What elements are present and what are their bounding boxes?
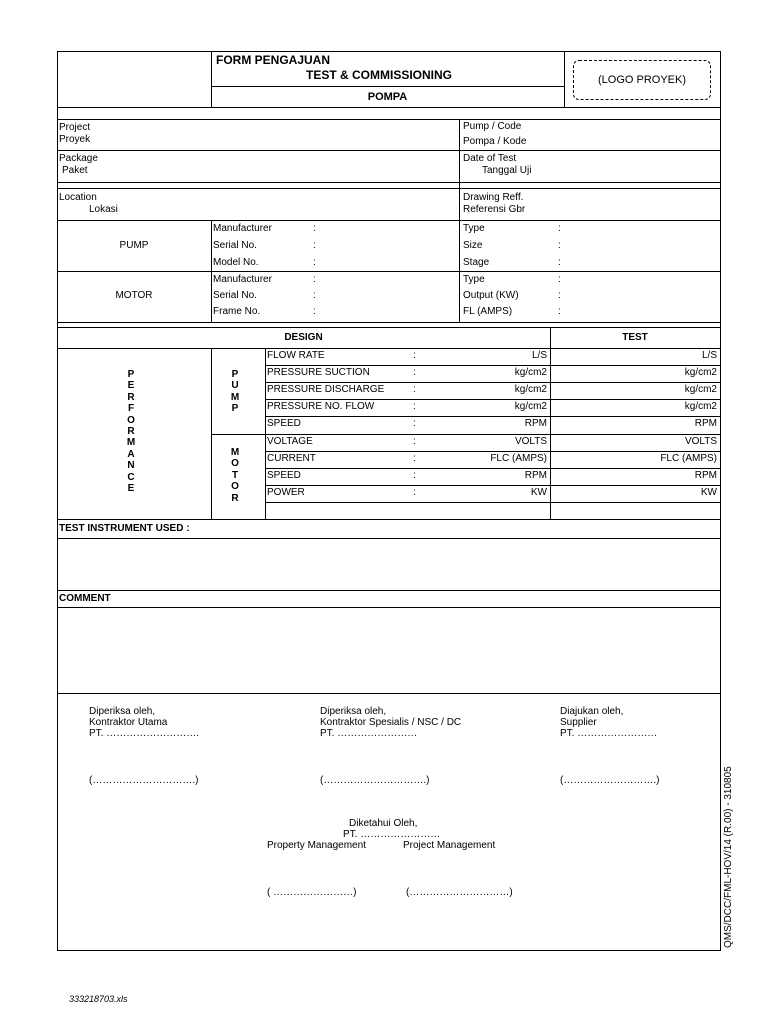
row-divider [265,365,720,366]
colon: : [313,306,316,317]
known-project-mgmt: Project Management [403,840,496,851]
colon: : [313,257,316,268]
sig2-line3: PT. …………………… [320,728,418,739]
pump-vertical-label: P U M P [230,369,240,415]
perf-test-unit: RPM [694,418,717,430]
sig1-signature: (………………………….) [89,775,199,786]
sig1-line2: Kontraktor Utama [89,717,168,728]
label-pompa-kode: Pompa / Kode [463,136,527,147]
colon: : [413,350,416,361]
perf-design-unit: L/S [531,350,547,361]
pump-section-label: PUMP [119,240,149,251]
test-instrument-label: TEST INSTRUMENT USED : [59,523,190,534]
perf-design-unit: RPM [524,418,547,430]
row-divider [265,399,720,400]
row-divider [265,468,720,469]
form-title-line2: TEST & COMMISSIONING [306,68,453,82]
pump-field-size: Size [463,240,483,251]
known-line2: PT. …………………… [343,829,441,840]
divider [211,434,265,435]
colon: : [313,223,316,234]
divider [57,220,720,221]
colon: : [413,486,416,498]
perf-design-unit: VOLTS [514,435,547,447]
divider [459,119,460,221]
divider [57,693,720,694]
perf-design-unit: kg/cm2 [514,401,547,413]
performance-vertical-label: P E R F O R M A N C E [126,369,136,495]
divider [57,119,720,120]
perf-param-label: SPEED [267,469,301,481]
label-tanggal-uji: Tanggal Uji [482,165,532,176]
sig3-line2: Supplier [560,717,597,728]
perf-test-unit: kg/cm2 [684,384,717,396]
colon: : [313,240,316,251]
colon: : [558,257,561,268]
colon: : [558,274,561,285]
perf-design-unit: FLC (AMPS) [490,452,547,464]
motor-field-frame: Frame No. [213,306,261,317]
pump-field-type: Type [463,223,485,234]
perf-design-unit: RPM [524,469,547,481]
divider [57,271,720,272]
divider [57,348,720,349]
sig1-line1: Diperiksa oleh, [89,706,156,717]
pump-field-serial: Serial No. [213,240,257,251]
design-column-header: DESIGN [284,332,323,343]
label-date-of-test: Date of Test [463,153,517,164]
colon: : [413,367,416,379]
sig3-line3: PT. …………………… [560,728,658,739]
label-pump-code: Pump / Code [463,121,522,132]
form-title-line3: POMPA [367,91,408,103]
perf-test-unit: L/S [701,350,717,361]
perf-test-unit: RPM [694,469,717,481]
perf-param-label: FLOW RATE [267,350,325,361]
motor-field-serial: Serial No. [213,290,257,301]
row-divider [265,434,720,435]
divider [57,590,720,591]
pump-field-manufacturer: Manufacturer [213,223,272,234]
perf-test-unit: kg/cm2 [684,367,717,379]
perf-test-unit: FLC (AMPS) [660,452,717,464]
colon: : [558,290,561,301]
row-divider [265,485,720,486]
colon: : [413,469,416,481]
perf-param-label: PRESSURE DISCHARGE [267,384,385,396]
form-title-line1: FORM PENGAJUAN [216,53,331,67]
known-signature-a: ( ……………………) [267,887,357,898]
divider [57,519,720,520]
motor-field-output: Output (KW) [463,290,519,301]
perf-design-unit: KW [530,486,547,498]
label-referensi-gbr: Referensi Gbr [463,204,526,215]
file-name: 333218703.xls [69,994,128,1004]
colon: : [413,418,416,430]
perf-param-label: VOLTAGE [267,435,313,447]
perf-param-label: PRESSURE NO. FLOW [267,401,375,413]
row-divider [265,416,720,417]
colon: : [558,240,561,251]
sig3-line1: Diajukan oleh, [560,706,624,717]
perf-design-unit: kg/cm2 [514,384,547,396]
sig3-signature: (……………………….) [560,775,660,786]
known-line1: Diketahui Oleh, [349,818,418,829]
colon: : [558,223,561,234]
divider [57,188,720,189]
pump-field-model: Model No. [213,257,259,268]
divider [57,150,720,151]
sig2-line2: Kontraktor Spesialis / NSC / DC [320,717,462,728]
label-paket: Paket [62,165,88,176]
label-project: Project [59,122,91,133]
document-code: QMS/DCC/FML-HOV/14 (R.00) - 310805 [723,766,734,948]
perf-test-unit: VOLTS [684,435,717,447]
perf-param-label: CURRENT [267,452,316,464]
motor-vertical-label: M O T O R [230,447,240,504]
motor-section-label: MOTOR [115,290,153,301]
perf-param-label: POWER [267,486,305,498]
label-drawing-reff: Drawing Reff. [463,192,524,203]
sig2-signature: (………………………….) [320,775,430,786]
divider [57,538,720,539]
divider [57,327,720,328]
label-location: Location [59,192,97,203]
perf-design-unit: kg/cm2 [514,367,547,379]
colon: : [413,452,416,464]
perf-param-label: SPEED [267,418,301,430]
label-package: Package [59,153,98,164]
divider [57,322,720,323]
divider [211,86,564,87]
known-signature-b: (…………………………) [406,887,513,898]
motor-field-fl-amps: FL (AMPS) [463,306,513,317]
comment-label: COMMENT [59,593,111,604]
label-proyek: Proyek [59,134,91,145]
perf-test-unit: kg/cm2 [684,401,717,413]
divider [57,607,720,608]
divider [57,182,720,183]
pump-field-stage: Stage [463,257,490,268]
colon: : [558,306,561,317]
row-divider [265,382,720,383]
colon: : [413,384,416,396]
perf-test-unit: KW [700,486,717,498]
label-lokasi: Lokasi [89,204,118,215]
logo-placeholder: (LOGO PROYEK) [573,60,711,100]
motor-field-type: Type [463,274,485,285]
row-divider [265,502,720,503]
colon: : [313,274,316,285]
divider [564,51,565,108]
colon: : [413,401,416,413]
divider [550,327,551,519]
perf-param-label: PRESSURE SUCTION [267,367,370,379]
row-divider [265,451,720,452]
divider [57,107,720,108]
motor-field-manufacturer: Manufacturer [213,274,272,285]
test-column-header: TEST [622,332,648,343]
colon: : [313,290,316,301]
known-property-mgmt: Property Management [267,840,366,851]
sig1-line3: PT. ………………………. [89,728,200,739]
sig2-line1: Diperiksa oleh, [320,706,387,717]
colon: : [413,435,416,447]
